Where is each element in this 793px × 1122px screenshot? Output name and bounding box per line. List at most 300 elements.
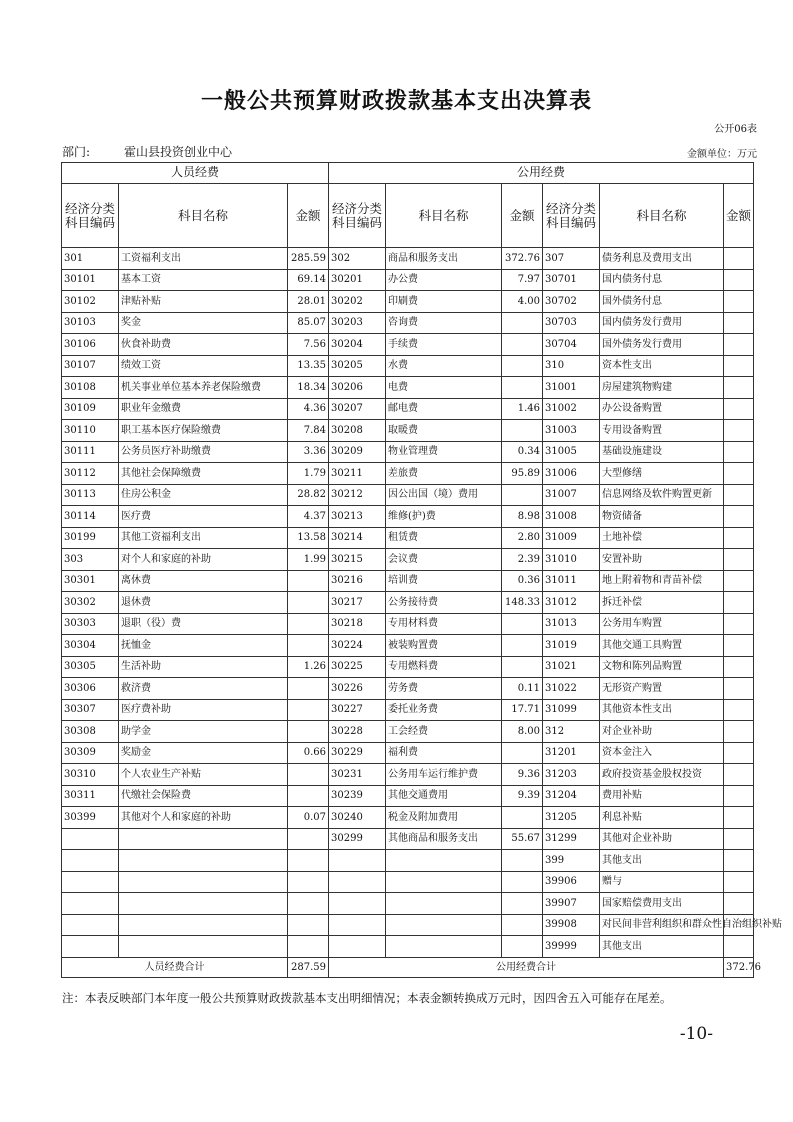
table-row: [62, 549, 754, 571]
cell-name: 对企业补助: [600, 721, 724, 743]
cell-amount: 55.67: [502, 828, 543, 850]
cell-amount: 1.79: [288, 463, 329, 485]
cell-name: 其他交通费用: [386, 785, 502, 807]
cell-code: [62, 936, 119, 958]
cell-amount: 8.00: [502, 721, 543, 743]
cell-name: 退职（役）费: [119, 613, 288, 635]
cell-code: 31003: [543, 420, 600, 442]
header-amount: 金额: [724, 184, 754, 248]
cell-code: 31009: [543, 527, 600, 549]
cell-code: 30308: [62, 721, 119, 743]
cell-code: 30303: [62, 613, 119, 635]
cell-code: 30399: [62, 807, 119, 829]
cell-code: 30213: [329, 506, 386, 528]
cell-code: 31019: [543, 635, 600, 657]
table-row: [62, 527, 754, 549]
cell-name: 房屋建筑物购建: [600, 377, 724, 399]
cell-amount: [724, 527, 754, 549]
header-row-groups: [62, 163, 754, 184]
cell-name: [119, 850, 288, 872]
cell-amount: 148.33: [502, 592, 543, 614]
table-row: [62, 441, 754, 463]
cell-amount: [724, 570, 754, 592]
cell-amount: [724, 893, 754, 915]
header-row-columns: [62, 184, 754, 248]
cell-code: 31012: [543, 592, 600, 614]
cell-amount: [288, 635, 329, 657]
table-row: [62, 248, 754, 270]
cell-amount: [724, 613, 754, 635]
cell-name: 劳务费: [386, 678, 502, 700]
cell-code: [329, 893, 386, 915]
cell-code: 30228: [329, 721, 386, 743]
cell-name: [119, 871, 288, 893]
cell-name: 奖励金: [119, 742, 288, 764]
personnel-total-value: 287.59: [288, 957, 329, 977]
table-row: [62, 377, 754, 399]
table-row: [62, 678, 754, 700]
cell-amount: [724, 269, 754, 291]
cell-code: 31013: [543, 613, 600, 635]
cell-name: 利息补贴: [600, 807, 724, 829]
cell-amount: [288, 570, 329, 592]
cell-code: 31005: [543, 441, 600, 463]
cell-code: 30102: [62, 291, 119, 313]
cell-amount: [502, 635, 543, 657]
cell-name: 土地补偿: [600, 527, 724, 549]
cell-code: 31008: [543, 506, 600, 528]
form-number: 公开06表: [714, 124, 757, 135]
cell-code: 30108: [62, 377, 119, 399]
cell-name: 工资福利支出: [119, 248, 288, 270]
cell-name: 安置补助: [600, 549, 724, 571]
header-code: 经济分类科目编码: [329, 184, 386, 248]
cell-code: 30110: [62, 420, 119, 442]
cell-amount: [288, 721, 329, 743]
cell-amount: 4.00: [502, 291, 543, 313]
cell-name: 其他交通工具购置: [600, 635, 724, 657]
cell-amount: [288, 871, 329, 893]
cell-code: 31006: [543, 463, 600, 485]
cell-code: 303: [62, 549, 119, 571]
cell-name: 离休费: [119, 570, 288, 592]
cell-amount: 3.36: [288, 441, 329, 463]
header-code: 经济分类科目编码: [62, 184, 119, 248]
cell-name: 信息网络及软件购置更新: [600, 484, 724, 506]
table-row: [62, 914, 754, 936]
table-row: [62, 420, 754, 442]
cell-amount: [724, 291, 754, 313]
cell-amount: [502, 613, 543, 635]
cell-name: 邮电费: [386, 398, 502, 420]
cell-name: [386, 936, 502, 958]
cell-code: 30103: [62, 312, 119, 334]
cell-amount: [288, 592, 329, 614]
cell-code: 30217: [329, 592, 386, 614]
cell-name: 对个人和家庭的补助: [119, 549, 288, 571]
cell-code: 30310: [62, 764, 119, 786]
cell-code: 30302: [62, 592, 119, 614]
page-number: -10-: [679, 1024, 713, 1044]
cell-code: 31002: [543, 398, 600, 420]
cell-amount: 1.46: [502, 398, 543, 420]
cell-code: 31299: [543, 828, 600, 850]
cell-code: 30107: [62, 355, 119, 377]
cell-name: 伙食补助费: [119, 334, 288, 356]
table-row: [62, 893, 754, 915]
cell-name: 绩效工资: [119, 355, 288, 377]
cell-code: 30109: [62, 398, 119, 420]
header-amount: 金额: [502, 184, 543, 248]
cell-name: 公务用车购置: [600, 613, 724, 635]
cell-name: [386, 871, 502, 893]
cell-code: 30111: [62, 441, 119, 463]
cell-code: 30199: [62, 527, 119, 549]
cell-amount: [724, 312, 754, 334]
table-row: [62, 850, 754, 872]
cell-code: 30231: [329, 764, 386, 786]
table-row: [62, 484, 754, 506]
cell-code: 30701: [543, 269, 600, 291]
table-row: [62, 592, 754, 614]
cell-code: 30106: [62, 334, 119, 356]
cell-name: 其他对个人和家庭的补助: [119, 807, 288, 829]
header-amount: 金额: [288, 184, 329, 248]
cell-name: 手续费: [386, 334, 502, 356]
cell-name: 对民间非营利组织和群众性自治组织补贴: [600, 914, 724, 936]
cell-name: 商品和服务支出: [386, 248, 502, 270]
cell-amount: 2.80: [502, 527, 543, 549]
cell-code: 399: [543, 850, 600, 872]
cell-code: [62, 893, 119, 915]
cell-code: 310: [543, 355, 600, 377]
cell-name: 职工基本医疗保险缴费: [119, 420, 288, 442]
cell-name: 医疗费: [119, 506, 288, 528]
cell-amount: [502, 312, 543, 334]
header-name: 科目名称: [600, 184, 724, 248]
cell-name: 其他对企业补助: [600, 828, 724, 850]
cell-amount: 285.59: [288, 248, 329, 270]
cell-code: 30226: [329, 678, 386, 700]
cell-code: 30209: [329, 441, 386, 463]
cell-name: 其他支出: [600, 850, 724, 872]
cell-code: 31204: [543, 785, 600, 807]
cell-amount: [502, 914, 543, 936]
cell-name: 国内债务付息: [600, 269, 724, 291]
cell-code: 31011: [543, 570, 600, 592]
cell-name: [119, 914, 288, 936]
cell-amount: [724, 936, 754, 958]
cell-amount: [288, 828, 329, 850]
cell-code: 30311: [62, 785, 119, 807]
header-public: 公用经费: [329, 163, 754, 184]
table-row: [62, 291, 754, 313]
cell-amount: [724, 355, 754, 377]
cell-name: 其他支出: [600, 936, 724, 958]
cell-name: 培训费: [386, 570, 502, 592]
cell-code: 30202: [329, 291, 386, 313]
table-row: [62, 613, 754, 635]
cell-name: 债务利息及费用支出: [600, 248, 724, 270]
cell-code: 30702: [543, 291, 600, 313]
cell-amount: [288, 914, 329, 936]
cell-name: 基本工资: [119, 269, 288, 291]
header-personnel: 人员经费: [62, 163, 329, 184]
cell-name: 津贴补贴: [119, 291, 288, 313]
cell-code: [329, 850, 386, 872]
cell-amount: [724, 785, 754, 807]
personnel-total-label: 人员经费合计: [62, 957, 288, 977]
cell-amount: [724, 850, 754, 872]
header-name: 科目名称: [386, 184, 502, 248]
cell-code: 31021: [543, 656, 600, 678]
department: [62, 143, 232, 160]
cell-amount: [724, 635, 754, 657]
cell-code: 30301: [62, 570, 119, 592]
cell-amount: [724, 506, 754, 528]
cell-code: 30207: [329, 398, 386, 420]
cell-name: [119, 828, 288, 850]
cell-code: [329, 871, 386, 893]
cell-name: 因公出国（境）费用: [386, 484, 502, 506]
cell-name: 拆迁补偿: [600, 592, 724, 614]
table-row: [62, 807, 754, 829]
cell-amount: 4.37: [288, 506, 329, 528]
cell-amount: [724, 248, 754, 270]
cell-name: 大型修缮: [600, 463, 724, 485]
cell-amount: [724, 484, 754, 506]
cell-name: 其他工资福利支出: [119, 527, 288, 549]
cell-name: 其他资本性支出: [600, 699, 724, 721]
cell-code: 307: [543, 248, 600, 270]
cell-code: 39906: [543, 871, 600, 893]
cell-code: 30211: [329, 463, 386, 485]
cell-amount: [288, 893, 329, 915]
cell-amount: [724, 592, 754, 614]
cell-amount: 0.66: [288, 742, 329, 764]
cell-code: [329, 936, 386, 958]
cell-amount: [724, 764, 754, 786]
cell-name: 税金及附加费用: [386, 807, 502, 829]
cell-name: 地上附着物和青苗补偿: [600, 570, 724, 592]
cell-code: 30112: [62, 463, 119, 485]
cell-code: [62, 850, 119, 872]
cell-code: 30201: [329, 269, 386, 291]
cell-amount: [724, 807, 754, 829]
cell-code: 30216: [329, 570, 386, 592]
cell-name: [386, 914, 502, 936]
cell-code: 31205: [543, 807, 600, 829]
cell-name: 咨询费: [386, 312, 502, 334]
cell-name: 救济费: [119, 678, 288, 700]
cell-amount: [724, 377, 754, 399]
cell-name: 费用补贴: [600, 785, 724, 807]
cell-amount: 8.98: [502, 506, 543, 528]
cell-code: 301: [62, 248, 119, 270]
cell-code: 31010: [543, 549, 600, 571]
cell-amount: [724, 871, 754, 893]
cell-amount: [724, 742, 754, 764]
table-row: [62, 871, 754, 893]
cell-amount: 0.34: [502, 441, 543, 463]
cell-amount: [724, 441, 754, 463]
cell-name: 公务员医疗补助缴费: [119, 441, 288, 463]
cell-code: 30206: [329, 377, 386, 399]
cell-code: 30703: [543, 312, 600, 334]
department-name: 霍山县投资创业中心: [124, 145, 233, 159]
table-row: [62, 312, 754, 334]
cell-name: 国内债务发行费用: [600, 312, 724, 334]
cell-name: 基础设施建设: [600, 441, 724, 463]
cell-amount: [724, 420, 754, 442]
department-label: 部门:: [62, 145, 91, 159]
cell-name: 住房公积金: [119, 484, 288, 506]
cell-code: 30240: [329, 807, 386, 829]
cell-amount: 85.07: [288, 312, 329, 334]
cell-amount: [724, 656, 754, 678]
cell-amount: [724, 398, 754, 420]
cell-amount: [502, 377, 543, 399]
cell-amount: [288, 850, 329, 872]
cell-name: 专用设备购置: [600, 420, 724, 442]
cell-code: 30704: [543, 334, 600, 356]
cell-name: 维修(护)费: [386, 506, 502, 528]
cell-name: 生活补助: [119, 656, 288, 678]
cell-amount: [288, 936, 329, 958]
page-title: 一般公共预算财政拨款基本支出决算表: [200, 89, 592, 114]
cell-amount: 17.71: [502, 699, 543, 721]
cell-code: 30239: [329, 785, 386, 807]
cell-code: 30101: [62, 269, 119, 291]
table-row: [62, 656, 754, 678]
cell-amount: 18.34: [288, 377, 329, 399]
cell-amount: [502, 850, 543, 872]
table-row: [62, 828, 754, 850]
cell-amount: 7.84: [288, 420, 329, 442]
cell-name: 国外债务发行费用: [600, 334, 724, 356]
cell-name: 物业管理费: [386, 441, 502, 463]
cell-amount: 0.36: [502, 570, 543, 592]
cell-amount: 13.58: [288, 527, 329, 549]
cell-name: 国家赔偿费用支出: [600, 893, 724, 915]
cell-name: 工会经费: [386, 721, 502, 743]
table-row: [62, 785, 754, 807]
cell-amount: [724, 678, 754, 700]
table-body: [62, 248, 782, 958]
cell-code: 31203: [543, 764, 600, 786]
footnote: 注：本表反映部门本年度一般公共预算财政拨款基本支出明细情况；本表金额转换成万元时，因四舍五入可能存在尾差。: [62, 991, 672, 1005]
table-row: [62, 570, 754, 592]
cell-amount: [502, 742, 543, 764]
cell-code: 31007: [543, 484, 600, 506]
cell-code: 39999: [543, 936, 600, 958]
expenditure-table: [61, 162, 782, 978]
cell-name: 公务接待费: [386, 592, 502, 614]
cell-amount: 13.35: [288, 355, 329, 377]
public-total-value: 372.76: [724, 957, 754, 977]
cell-code: 30203: [329, 312, 386, 334]
cell-amount: 372.76: [502, 248, 543, 270]
cell-code: 30114: [62, 506, 119, 528]
cell-name: 助学金: [119, 721, 288, 743]
table-row: [62, 334, 754, 356]
cell-name: [386, 893, 502, 915]
cell-name: 公务用车运行维护费: [386, 764, 502, 786]
cell-code: 30307: [62, 699, 119, 721]
cell-code: 30227: [329, 699, 386, 721]
cell-code: 39908: [543, 914, 600, 936]
cell-name: 电费: [386, 377, 502, 399]
cell-amount: [502, 420, 543, 442]
table-row: [62, 742, 754, 764]
cell-name: 会议费: [386, 549, 502, 571]
cell-code: 30299: [329, 828, 386, 850]
cell-name: 国外债务付息: [600, 291, 724, 313]
table-row: [62, 635, 754, 657]
cell-name: 退休费: [119, 592, 288, 614]
cell-code: 31001: [543, 377, 600, 399]
cell-code: 30113: [62, 484, 119, 506]
cell-code: 302: [329, 248, 386, 270]
cell-amount: 9.39: [502, 785, 543, 807]
cell-name: 取暖费: [386, 420, 502, 442]
cell-name: 办公费: [386, 269, 502, 291]
cell-name: 政府投资基金股权投资: [600, 764, 724, 786]
cell-name: 差旅费: [386, 463, 502, 485]
cell-name: 其他商品和服务支出: [386, 828, 502, 850]
cell-name: 奖金: [119, 312, 288, 334]
cell-code: 30305: [62, 656, 119, 678]
cell-amount: [502, 656, 543, 678]
cell-code: 30205: [329, 355, 386, 377]
cell-amount: [724, 721, 754, 743]
cell-name: 抚恤金: [119, 635, 288, 657]
cell-code: 30214: [329, 527, 386, 549]
cell-code: [62, 871, 119, 893]
table-row: [62, 355, 754, 377]
cell-amount: 4.36: [288, 398, 329, 420]
cell-code: [329, 914, 386, 936]
table-row: [62, 721, 754, 743]
cell-amount: [724, 463, 754, 485]
table-row: [62, 463, 754, 485]
cell-amount: 7.56: [288, 334, 329, 356]
cell-amount: [502, 871, 543, 893]
cell-name: 个人农业生产补贴: [119, 764, 288, 786]
header-name: 科目名称: [119, 184, 288, 248]
cell-amount: 69.14: [288, 269, 329, 291]
cell-name: 委托业务费: [386, 699, 502, 721]
table-row: [62, 506, 754, 528]
cell-name: 福利费: [386, 742, 502, 764]
cell-code: 312: [543, 721, 600, 743]
cell-amount: [288, 613, 329, 635]
cell-name: 机关事业单位基本养老保险缴费: [119, 377, 288, 399]
cell-code: 39907: [543, 893, 600, 915]
cell-amount: [724, 699, 754, 721]
cell-code: 31201: [543, 742, 600, 764]
table-row: [62, 398, 754, 420]
cell-amount: 0.07: [288, 807, 329, 829]
cell-code: [62, 828, 119, 850]
cell-amount: [724, 549, 754, 571]
cell-name: 资本金注入: [600, 742, 724, 764]
cell-amount: 7.97: [502, 269, 543, 291]
cell-name: 代缴社会保险费: [119, 785, 288, 807]
cell-amount: [724, 334, 754, 356]
cell-code: 30225: [329, 656, 386, 678]
cell-code: 30309: [62, 742, 119, 764]
